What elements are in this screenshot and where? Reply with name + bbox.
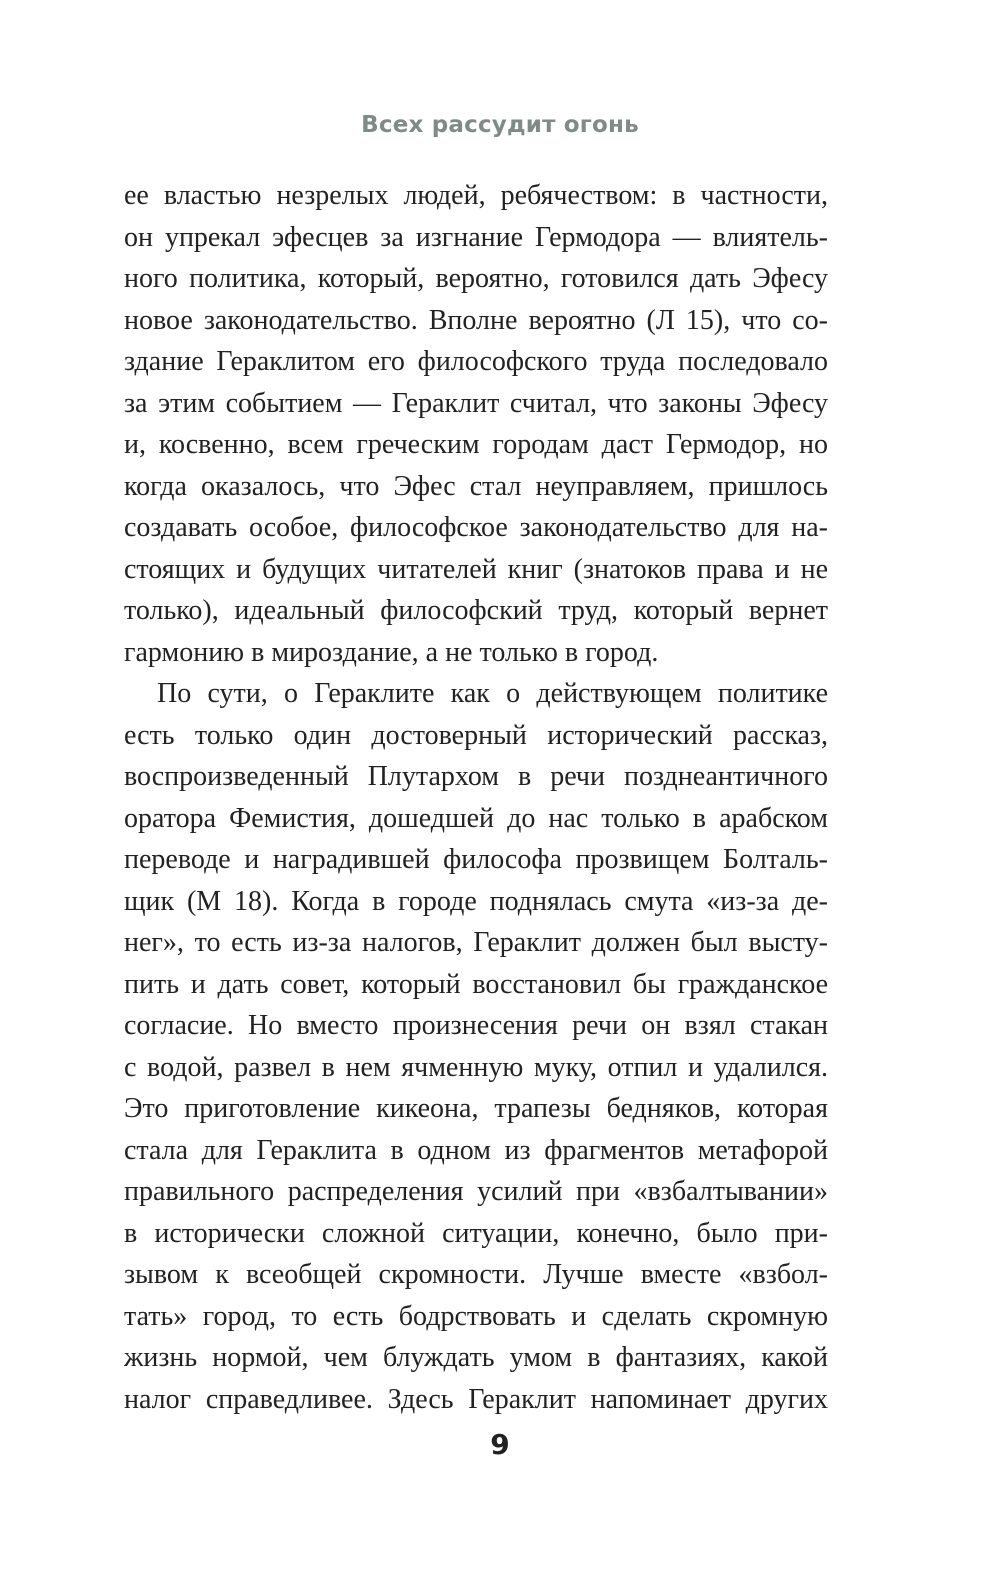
- text-line: гармонию в мироздание, а не только в город.: [124, 636, 659, 668]
- text-line: он упрекал эфесцев за изгнание Гермодора — влиятель-: [124, 221, 828, 253]
- text-line: По сути, о Гераклите как о действующем политике: [157, 678, 828, 709]
- text-line: нег», то есть из-за налогов, Гераклит должен был высту-: [124, 927, 828, 958]
- page-number: 9: [490, 1428, 510, 1461]
- running-head: Всех рассудит огонь: [361, 112, 639, 138]
- text-line: согласие. Но вместо произнесения речи он взял стакан: [124, 1010, 828, 1041]
- text-line: стала для Гераклита в одном из фрагментов метафорой: [124, 1134, 828, 1166]
- text-line: щик (М 18). Когда в городе поднялась смута «из-за де-: [124, 885, 828, 917]
- text-line: правильного распределения усилий при «взбалтывании»: [124, 1176, 828, 1207]
- text-line: стоящих и будущих читателей книг (знатоков права и не: [124, 553, 828, 585]
- paragraph-2: [124, 673, 828, 1420]
- text-line: только), идеальный философский труд, который вернет: [124, 595, 828, 626]
- text-line: жизнь нормой, чем блуждать умом в фантазиях, какой: [124, 1342, 828, 1373]
- text-line: тать» город, то есть бодрствовать и сделать скромную: [124, 1300, 828, 1332]
- text-line: когда оказалось, что Эфес стал неуправляем, пришлось: [124, 470, 828, 502]
- text-line: в исторически сложной ситуации, конечно, было при-: [124, 1217, 828, 1249]
- text-line: зывом к всеобщей скромности. Лучше вместе «взбол-: [124, 1259, 828, 1290]
- text-line: создавать особое, философское законодательство для на-: [124, 512, 828, 543]
- text-line: ного политика, который, вероятно, готовился дать Эфесу: [124, 263, 828, 294]
- paragraph-1: [124, 175, 828, 673]
- text-line: за этим событием — Гераклит считал, что законы Эфесу: [124, 387, 828, 419]
- text-line: переводе и наградившей философа прозвищем Болталь-: [124, 844, 828, 875]
- text-line: ее властью незрелых людей, ребячеством: в частности,: [124, 180, 828, 211]
- text-line: с водой, развел в нем ячменную муку, отпил и удалился.: [124, 1051, 828, 1083]
- text-line: есть только один достоверный исторический рассказ,: [124, 719, 828, 751]
- text-line: налог справедливее. Здесь Гераклит напоминает других: [124, 1383, 828, 1415]
- body-text: [124, 175, 828, 1420]
- text-line: и, косвенно, всем греческим городам даст Гермодор, но: [124, 429, 828, 460]
- text-line: здание Гераклитом его философского труда последовало: [124, 346, 828, 377]
- text-line: воспроизведенный Плутархом в речи позднеантичного: [124, 761, 828, 792]
- text-line: пить и дать совет, который восстановил бы гражданское: [124, 968, 828, 1000]
- text-line: Это приготовление кикеона, трапезы бедняков, которая: [124, 1093, 828, 1124]
- text-line: оратора Фемистия, дошедшей до нас только в арабском: [124, 802, 828, 834]
- text-line: новое законодательство. Вполне вероятно (Л 15), что со-: [124, 304, 828, 336]
